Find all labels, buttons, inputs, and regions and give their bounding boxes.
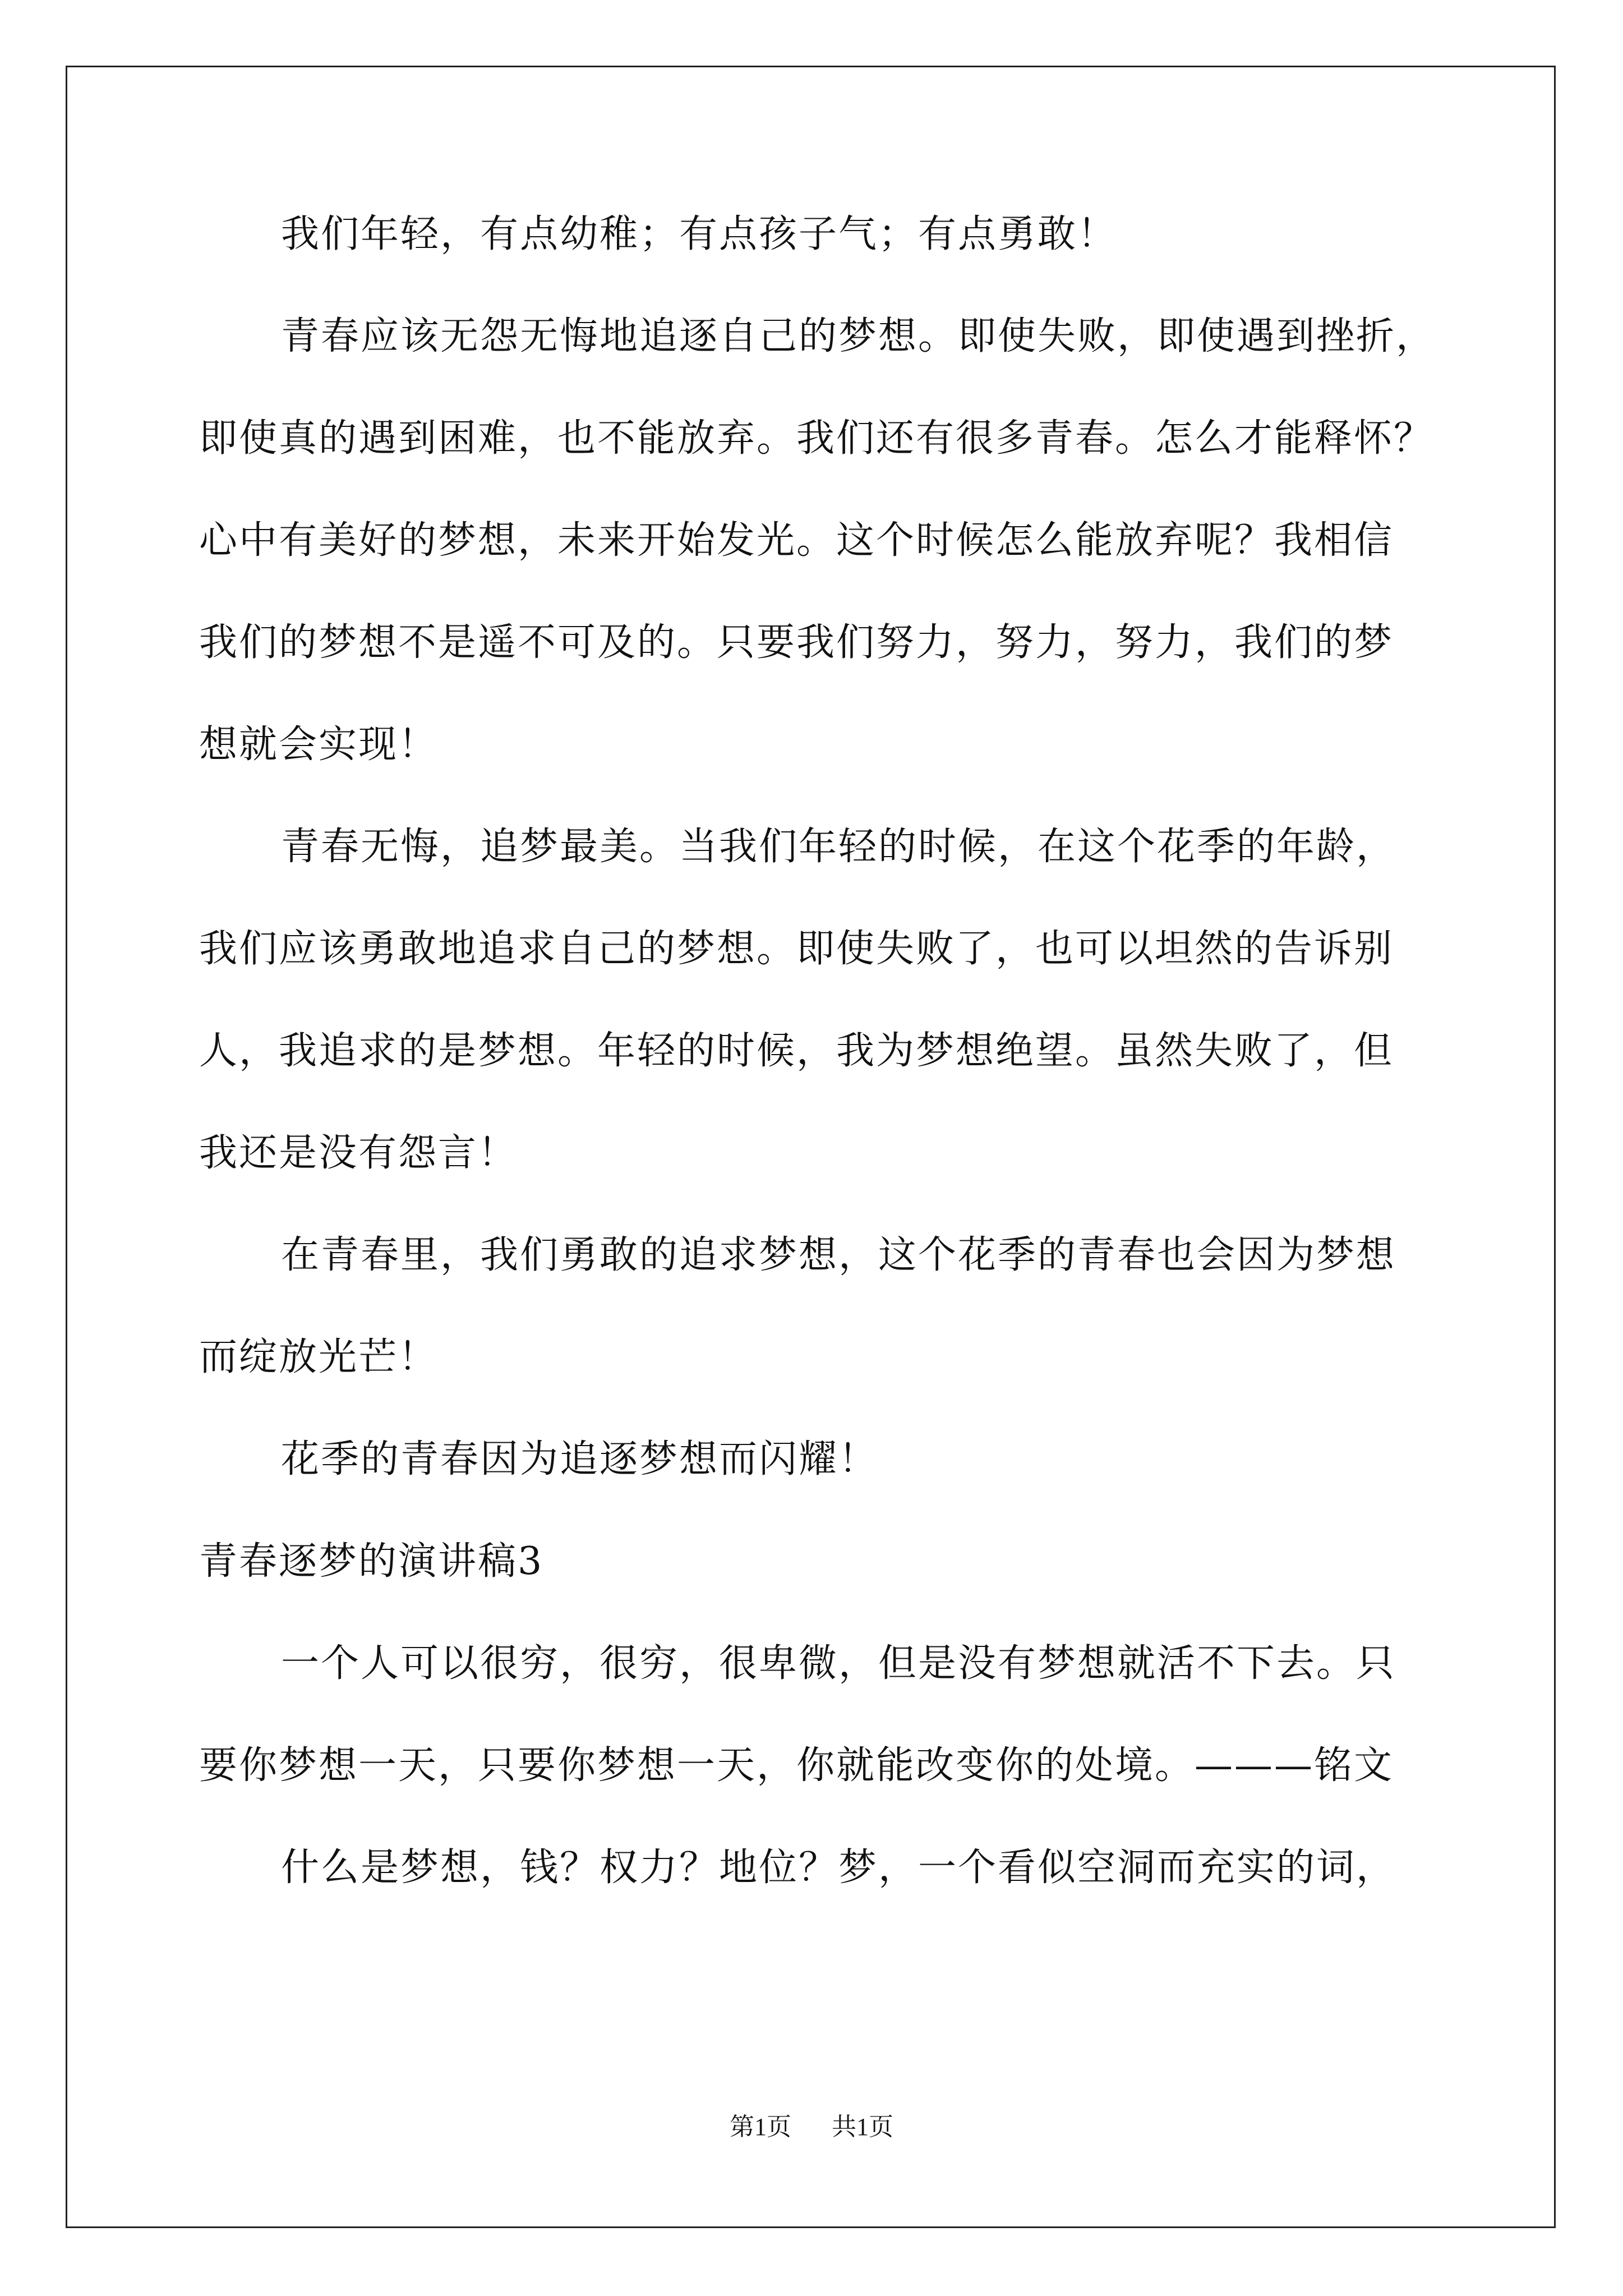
paragraph-line: 心中有美好的梦想，未来开始发光。这个时候怎么能放弃呢？我相信 bbox=[199, 518, 1394, 563]
paragraph-line: 花季的青春因为追逐梦想而闪耀！ bbox=[281, 1437, 879, 1481]
page-number-current: 第1页 bbox=[730, 2113, 791, 2141]
paragraph-line: 要你梦想一天，只要你梦想一天，你就能改变你的处境。———铭文 bbox=[199, 1743, 1394, 1788]
paragraph-line: 我们年轻，有点幼稚；有点孩子气；有点勇敢！ bbox=[281, 212, 1118, 256]
paragraph-line: 我们应该勇敢地追求自己的梦想。即使失败了，也可以坦然的告诉别 bbox=[199, 927, 1394, 971]
paragraph-line: 而绽放光芒！ bbox=[199, 1335, 439, 1379]
paragraph-line: 我们的梦想不是遥不可及的。只要我们努力，努力，努力，我们的梦 bbox=[199, 620, 1394, 665]
paragraph-line: 什么是梦想，钱？权力？地位？梦，一个看似空洞而充实的词， bbox=[281, 1846, 1396, 1890]
paragraph-line: 人，我追求的是梦想。年轻的时候，我为梦想绝望。虽然失败了，但 bbox=[199, 1029, 1394, 1073]
paragraph-line: 青春无悔，追梦最美。当我们年轻的时候，在这个花季的年龄， bbox=[281, 825, 1396, 869]
paragraph-line: 青春应该无怨无悔地追逐自己的梦想。即使失败，即使遇到挫折， bbox=[281, 314, 1436, 358]
paragraph-line: 即使真的遇到困难，也不能放弃。我们还有很多青春。怎么才能释怀？ bbox=[199, 416, 1434, 461]
section-heading: 青春逐梦的演讲稿3 bbox=[199, 1539, 544, 1584]
paragraph-line: 在青春里，我们勇敢的追求梦想，这个花季的青春也会因为梦想 bbox=[281, 1233, 1396, 1277]
paragraph-line: 想就会实现！ bbox=[199, 723, 439, 767]
paragraph-line: 我还是没有怨言！ bbox=[199, 1131, 518, 1175]
paragraph-line: 一个人可以很穷，很穷，很卑微，但是没有梦想就活不下去。只 bbox=[281, 1641, 1396, 1686]
page-number-total: 共1页 bbox=[832, 2113, 893, 2141]
page-footer bbox=[0, 2110, 1623, 2144]
